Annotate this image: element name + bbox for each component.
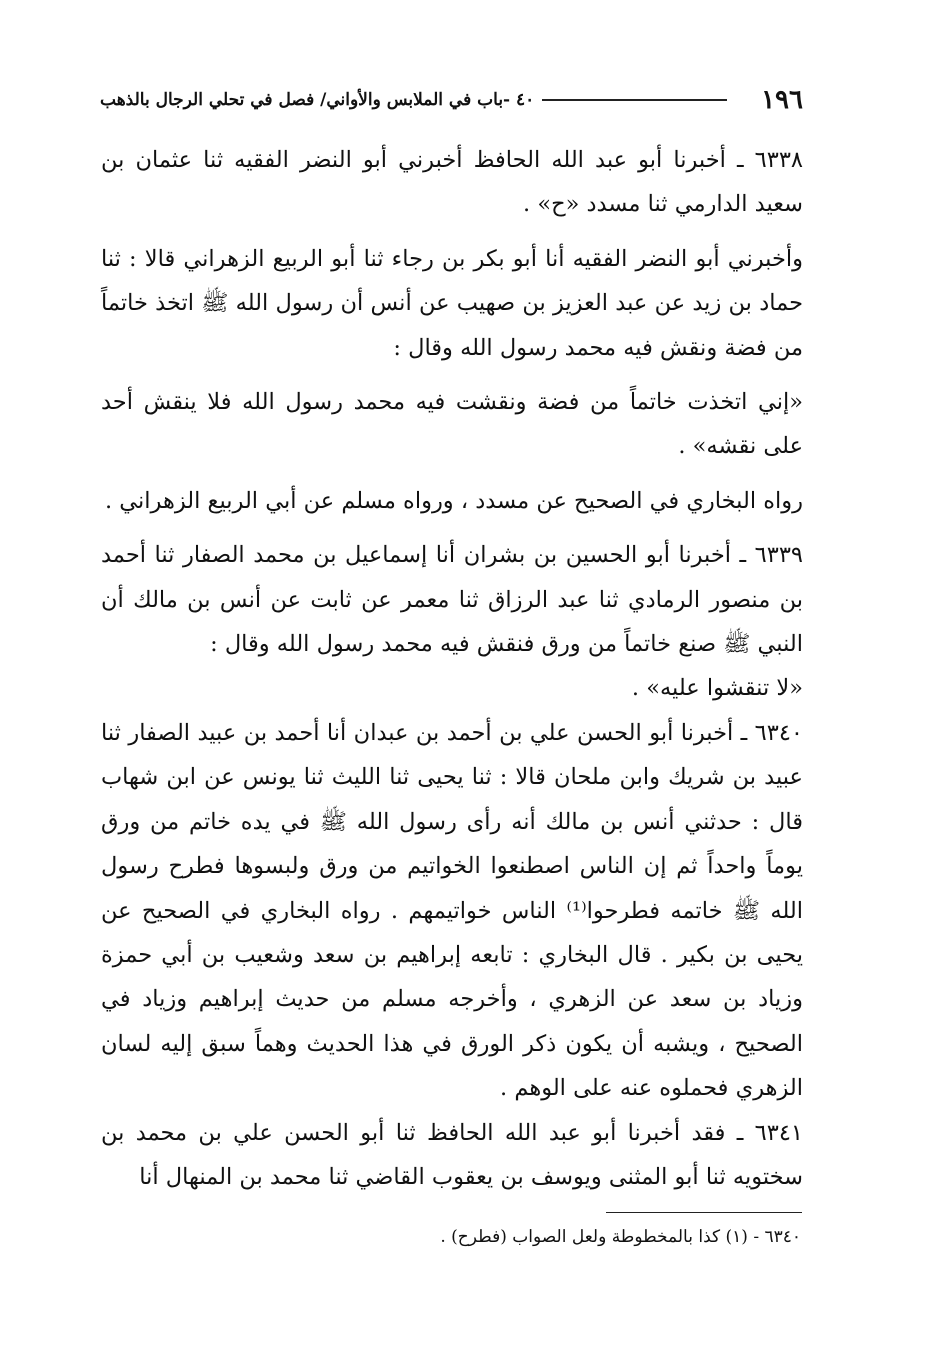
hadith-6339-text: «لا تنقشوا عليه» . (631, 675, 803, 702)
hadith-6339: ٦٣٣٩ ـ أخبرنا أبو الحسين بن بشران أنا إسماعيل بن محمد الصفار ثنا أحمد بن منصور الرمادي ثنا عبد الرزاق ثنا معمر عن ثابت عن أنس بن مالك أن النبي ﷺ صنع خاتماً من ورق فنقش فيه محمد رسول الله وقال : (101, 542, 803, 658)
header-rule (542, 99, 727, 101)
running-title: ٤٠ -باب في الملابس والأواني/ فصل في تحلي الرجال بالذهب (100, 90, 535, 110)
hadith-6338-text: «إني اتخذت خاتماً من فضة ونقشت فيه محمد رسول الله فلا ينقش أحد على نقشه» . (101, 389, 803, 460)
body-text (101, 138, 803, 1199)
hadith-6338-takhrij: رواه البخاري في الصحيح عن مسدد ، ورواه مسلم عن أبي الربيع الزهراني . (104, 487, 803, 514)
hadith-6340: ٦٣٤٠ ـ أخبرنا أبو الحسن علي بن أحمد بن عبدان أنا أحمد بن عبيد الصفار ثنا عبيد بن شريك وابن ملحان قالا : ثنا يحيى ثنا الليث ثنا يونس عن ابن شهاب قال : حدثني أنس بن مالك أنه رأى رسول الله ﷺ في يده خاتم من ورق يوماً واحداً ثم إن الناس اصطنعوا الخواتيم من ورق ولبسوها فطرح رسول الله ﷺ خاتمه فطرحوا⁽¹⁾ الناس خواتيمهم . رواه البخاري في الصحيح عن يحيى بن بكير . قال البخاري : تابعه إبراهيم بن سعد وشعيب بن أبي حمزة وزياد بن سعد عن الزهري ، وأخرجه مسلم من حديث إبراهيم وزياد في الصحيح ، ويشبه أن يكون ذكر الورق في هذا الحديث وهماً سبق إليه لسان الزهري فحملوه عنه على الوهم . (101, 719, 804, 1102)
hadith-6338: ٦٣٣٨ ـ أخبرنا أبو عبد الله الحافظ أخبرني أبو النضر الفقيه ثنا عثمان بن سعيد الدارمي ثنا مسدد «ح» . (101, 147, 803, 218)
footnote: ٦٣٤٠ - (١) كذا بالمخطوطة ولعل الصواب (فطرح) . (440, 1227, 801, 1247)
page-header (100, 82, 803, 118)
hadith-6338-second-chain: وأخبرني أبو النضر الفقيه أنا أبو بكر بن رجاء ثنا أبو الربيع الزهراني قالا : ثنا حماد بن زيد عن عبد العزيز بن صهيب عن أنس أن رسول الله ﷺ اتخذ خاتماً من فضة ونقش فيه محمد رسول الله وقال : (101, 245, 803, 361)
page-number: ١٩٦ (761, 85, 803, 115)
hadith-6341: ٦٣٤١ ـ فقد أخبرنا أبو عبد الله الحافظ ثنا أبو الحسن علي بن محمد بن سختويه ثنا أبو المثنى ويوسف بن يعقوب القاضي ثنا محمد بن المنهال أنا (101, 1119, 803, 1190)
footnote-rule (606, 1212, 802, 1213)
